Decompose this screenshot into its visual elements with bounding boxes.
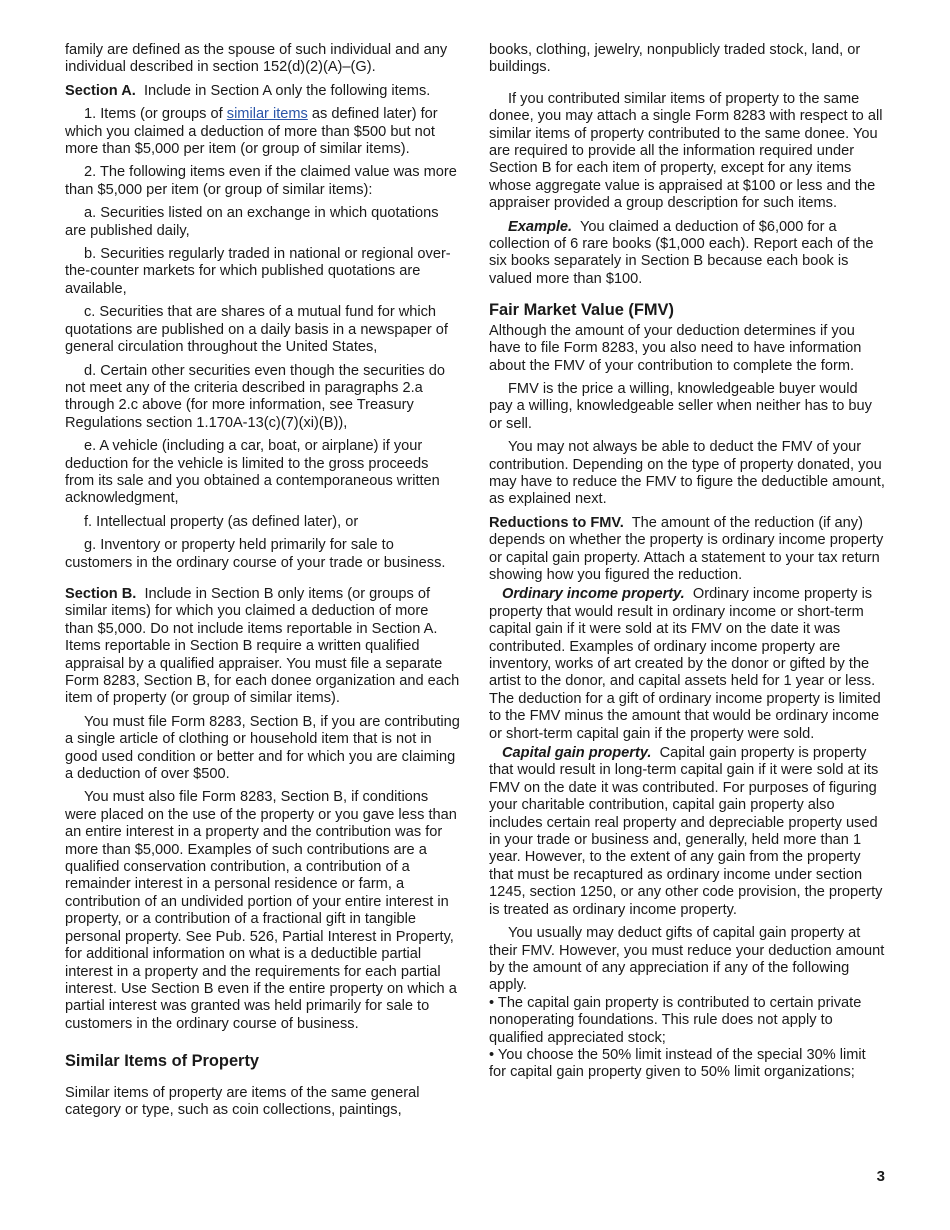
item-a: a. Securities listed on an exchange in which quotations are published daily, <box>65 205 439 239</box>
item-c: c. Securities that are shares of a mutual fund for which quotations are published on a daily basis in a newspaper of general circulation throughout the United States, <box>65 304 448 356</box>
example-text: You claimed a deduction of $6,000 for a collection of 6 rare books ($1,000 each). Report each of the six books separately in Section B because each book is valued more than $100. <box>489 218 874 287</box>
fmv-heading: Fair Market Value (FMV) <box>489 301 674 320</box>
continued-paragraph: books, clothing, jewelry, nonpublicly traded stock, land, or buildings. <box>489 42 861 76</box>
bullet-icon: • <box>489 1046 495 1063</box>
similar-items-link[interactable]: similar items <box>226 106 308 123</box>
fmv-paragraph-2: FMV is the price a willing, knowledgeable buyer would pay a willing, knowledgeable seller when neither has to buy or sell. <box>489 380 872 432</box>
page-number: 3 <box>876 1168 885 1185</box>
bullet-text: The capital gain property is contributed to certain private nonoperating foundations. This rule does not apply to qualified appreciated stock; <box>489 994 862 1046</box>
capital-gain-text: Capital gain property is property that would result in long-term capital gain if it were sold at its FMV on the date it was contributed. For purposes of figuring your charitable contribution, capital gain property also includes certain real property and depreciable property used in your trade or business and, generally, held more than 1 year. However, to the extent of any gain from the property that must be recaptured as ordinary income under section 1245, section 1250, or any other code provision, the property is treated as ordinary income property. <box>489 745 883 918</box>
fmv-paragraph-1: Although the amount of your deduction determines if you have to file Form 8283, you also need to have information about the FMV of your contribution to complete the form. <box>489 322 862 374</box>
section-a-lead: Section A. <box>65 82 136 99</box>
capital-gain-lead: Capital gain property. <box>502 745 652 762</box>
section-a-paragraph <box>65 83 460 100</box>
item-d: d. Certain other securities even though the securities do not meet any of the criteria described in paragraphs 2.a through 2.c above (for more information, see Treasury Regulations section 1.170A-13(c)(7)(xi)(B)), <box>65 362 445 431</box>
same-donee-paragraph: If you contributed similar items of property to the same donee, you may attach a single Form 8283 with respect to all similar items of property contributed to the same donee. You are required to provide all the information required under Section B for each item of property, except for any items whose aggregate value is appraised at $100 or less and the appraiser provided a group description for such items. <box>489 90 883 212</box>
item-g: g. Inventory or property held primarily for sale to customers in the ordinary course of your trade or business. <box>65 537 446 571</box>
item-e: e. A vehicle (including a car, boat, or airplane) if your deduction for the vehicle is limited to the gross proceeds from its sale and you obtained a contemporaneous written acknowledgment, <box>65 438 440 507</box>
bullet-icon: • <box>489 994 495 1011</box>
item-f: f. Intellectual property (as defined later), or <box>84 513 359 530</box>
bullet-item <box>489 1047 885 1082</box>
item-b: b. Securities regularly traded in national or regional over-the-counter markets for which published quotations are available, <box>65 246 451 297</box>
example-paragraph <box>489 219 885 289</box>
ordinary-income-lead: Ordinary income property. <box>502 586 685 603</box>
example-lead: Example. <box>508 218 573 235</box>
appreciation-bullet-list <box>489 995 885 1082</box>
fmv-paragraph-3: You may not always be able to deduct the FMV of your contribution. Depending on the type of property donated, you may have to reduce the FMV to figure the deductible amount, as explained next. <box>489 439 885 508</box>
similar-items-heading: Similar Items of Property <box>65 1052 260 1071</box>
item-2: 2. The following items even if the claimed value was more than $5,000 per item (or group of similar items): <box>65 164 457 198</box>
section-b-paragraph <box>65 586 460 708</box>
bullet-text: You choose the 50% limit instead of the special 30% limit for capital gain property given to 50% limit organizations; <box>489 1046 866 1081</box>
ordinary-income-paragraph <box>489 586 885 743</box>
similar-items-paragraph: Similar items of property are items of the same general category or type, such as coin collections, paintings, <box>65 1084 420 1118</box>
item-1-post: as defined later) for which you claimed a deduction of more than $500 but not more than $5,000 per item (or group of similar items). <box>65 106 438 158</box>
reductions-lead: Reductions to FMV. <box>489 514 624 531</box>
reductions-paragraph <box>489 515 885 585</box>
section-b-lead: Section B. <box>65 585 137 602</box>
item-1-pre: 1. Items (or groups of <box>84 106 227 123</box>
bullet-item <box>489 995 885 1047</box>
ordinary-income-text: Ordinary income property is property that would result in ordinary income or short-term capital gain if it were sold at its FMV on the date it was contributed. Examples of ordinary income property are inventory, works of art created by the donor or gifted by the artist to the donor, and capital assets held for 1 year or less. The deduction for a gift of ordinary income property is limited to the FMV minus the amount that would be ordinary income or short-term capital gain if the property were sold. <box>489 586 881 742</box>
section-b-paragraph-3: You must also file Form 8283, Section B, if conditions were placed on the use of the property or you gave less than an entire interest in a property and the contribution was for more than $5,000. Examples of such contributions are a qualified conservation contribution, a contribution of a remainder interest in a personal residence or farm, a contribution of an undivided portion of your entire interest in property, or a contribution of a fractional gift in tangible personal property. See Pub. 526, Partial Interest in Property, for additional information on what is a deductible partial interest in a property and the requirements for each partial interest. Use Section B even if the entire property on which a partial interest was granted was held primarily for sale to customers in the ordinary course of business. <box>65 789 457 1032</box>
left-column <box>65 42 460 1125</box>
right-column <box>489 42 885 1082</box>
capital-gain-paragraph <box>489 745 885 919</box>
section-b-text: Include in Section B only items (or groups of similar items) for which you claimed a deduction of more than $5,000. Do not include items reportable in Section A. Items reportable in Section B require a written qualified appraisal by a qualified appraiser. You must file a separate Form 8283, Section B, for each donee organization and each item of property (or group of similar items). <box>65 585 460 707</box>
usually-paragraph: You usually may deduct gifts of capital gain property at their FMV. However, you must reduce your deduction amount by the amount of any appreciation if any of the following apply. <box>489 925 885 994</box>
section-a-text: Include in Section A only the following items. <box>143 82 431 99</box>
intro-paragraph: family are defined as the spouse of such individual and any individual described in section 152(d)(2)(A)–(G). <box>65 42 448 76</box>
item-1 <box>65 106 460 158</box>
reductions-text: The amount of the reduction (if any) depends on whether the property is ordinary income property or capital gain property. Attach a statement to your tax return showing how you figured the reduction. <box>489 514 884 583</box>
section-b-paragraph-2: You must file Form 8283, Section B, if you are contributing a single article of clothing or household item that is not in good used condition or better and for which you are claiming a deduction of over $500. <box>65 713 460 783</box>
